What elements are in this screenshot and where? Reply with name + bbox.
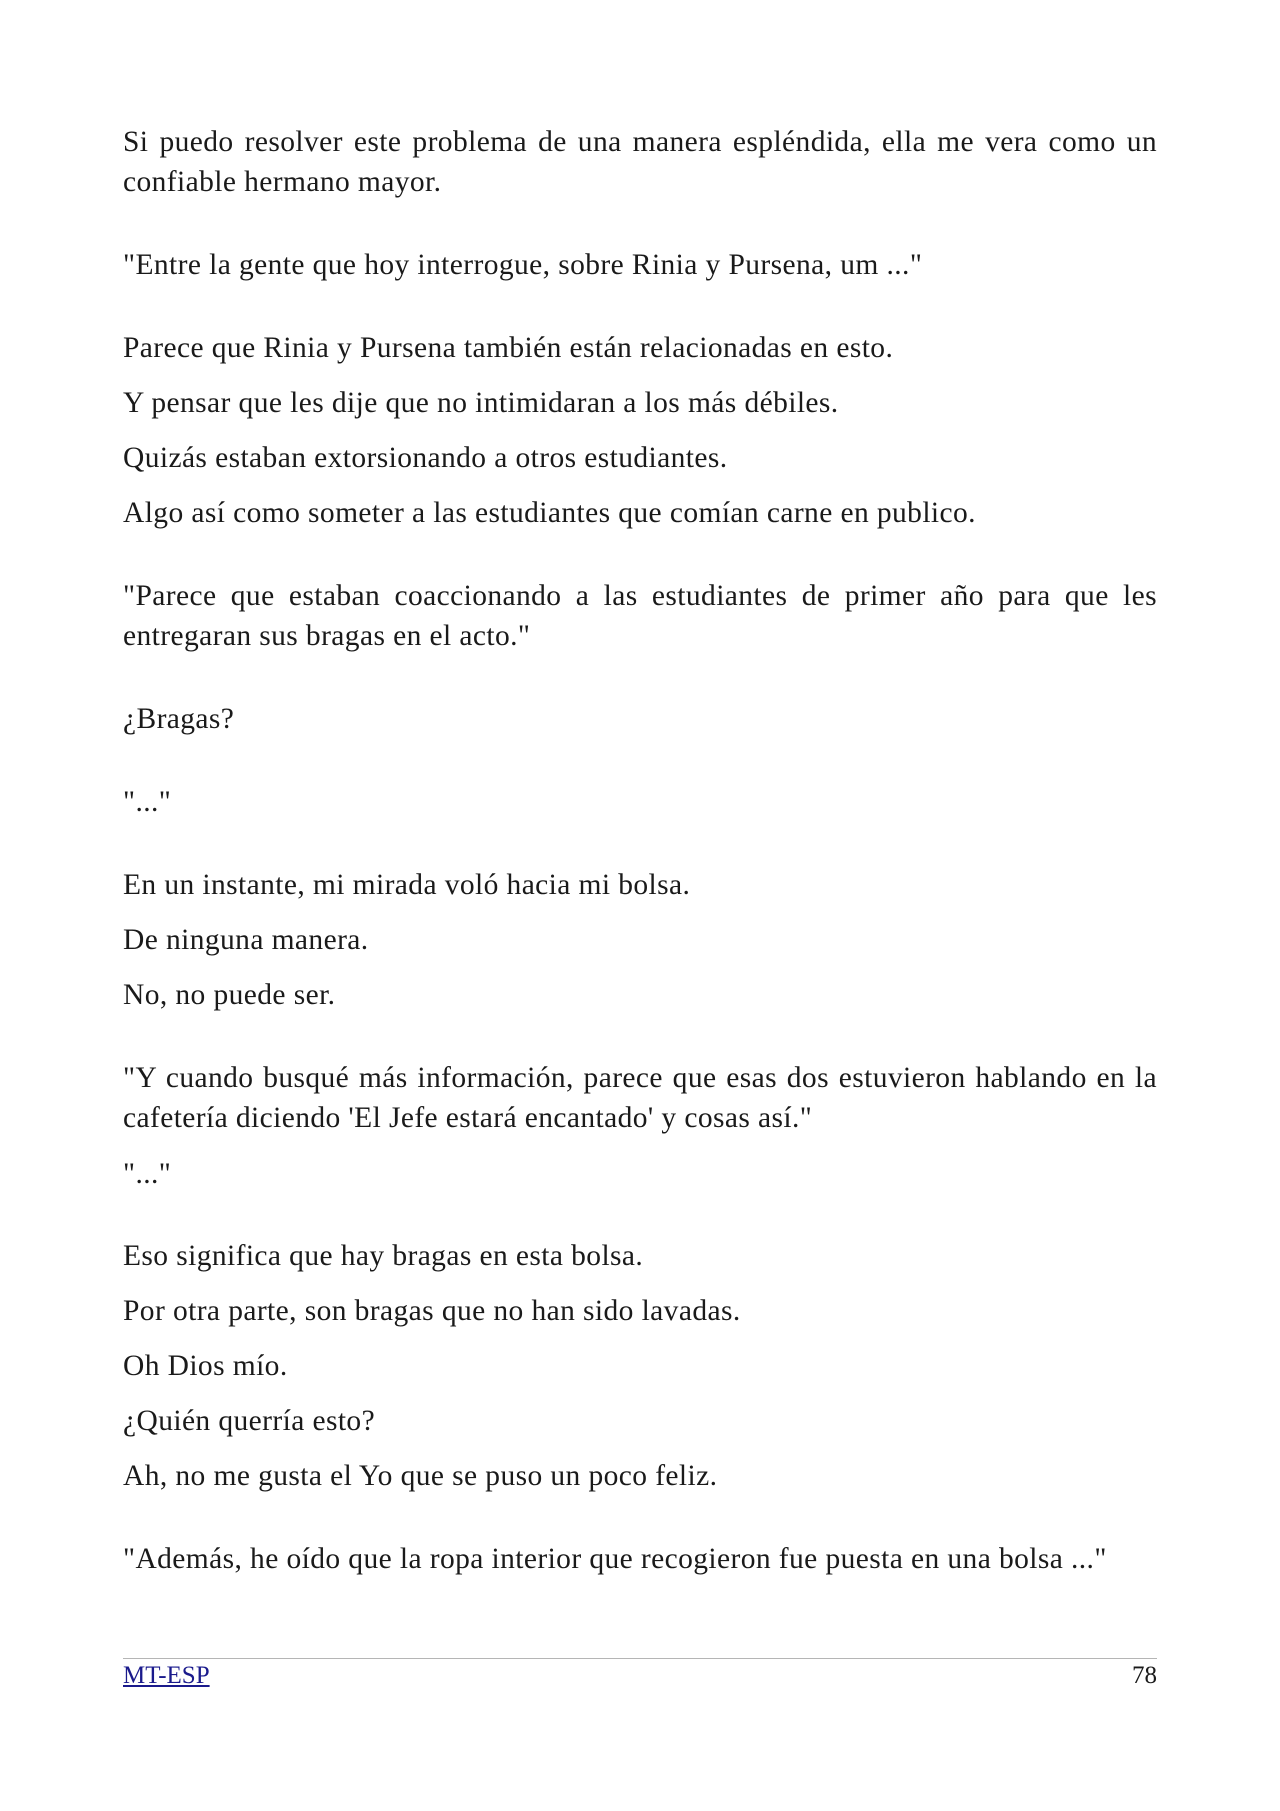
paragraph: Oh Dios mío.	[123, 1350, 288, 1382]
paragraph: No, no puede ser.	[123, 979, 336, 1011]
paragraph: Parece que Rinia y Pursena también están relacionadas en esto.	[123, 332, 894, 364]
paragraph: "Entre la gente que hoy interrogue, sobre Rinia y Pursena, um ..."	[123, 249, 923, 281]
paragraph: "..."	[123, 786, 172, 818]
paragraph: "Parece que estaban coaccionando a las estudiantes de primer año para que les entregaran sus bragas en el acto."	[123, 580, 1157, 652]
document-page	[123, 0, 1157, 1811]
paragraph: De ninguna manera.	[123, 924, 369, 956]
paragraph: ¿Bragas?	[123, 703, 235, 735]
paragraph: Por otra parte, son bragas que no han sido lavadas.	[123, 1295, 741, 1327]
footer-link-mt-esp[interactable]: MT-ESP	[123, 1662, 210, 1689]
paragraph: Algo así como someter a las estudiantes que comían carne en publico.	[123, 497, 976, 529]
paragraph: ¿Quién querría esto?	[123, 1405, 376, 1437]
footer-divider	[123, 1658, 1157, 1659]
paragraph: Eso significa que hay bragas en esta bolsa.	[123, 1240, 644, 1272]
paragraph: En un instante, mi mirada voló hacia mi bolsa.	[123, 869, 691, 901]
paragraph: Quizás estaban extorsionando a otros estudiantes.	[123, 442, 728, 474]
paragraph: Si puedo resolver este problema de una manera espléndida, ella me vera como un confiable hermano mayor.	[123, 126, 1157, 198]
paragraph: "Además, he oído que la ropa interior que recogieron fue puesta en una bolsa ..."	[123, 1543, 1107, 1575]
paragraph: "..."	[123, 1158, 172, 1190]
page-number: 78	[1132, 1662, 1157, 1689]
paragraph: Y pensar que les dije que no intimidaran a los más débiles.	[123, 387, 839, 419]
paragraph: "Y cuando busqué más información, parece que esas dos estuvieron hablando en la cafetería diciendo 'El Jefe estará encantado' y cosas así."	[123, 1062, 1157, 1134]
paragraph: Ah, no me gusta el Yo que se puso un poco feliz.	[123, 1460, 718, 1492]
